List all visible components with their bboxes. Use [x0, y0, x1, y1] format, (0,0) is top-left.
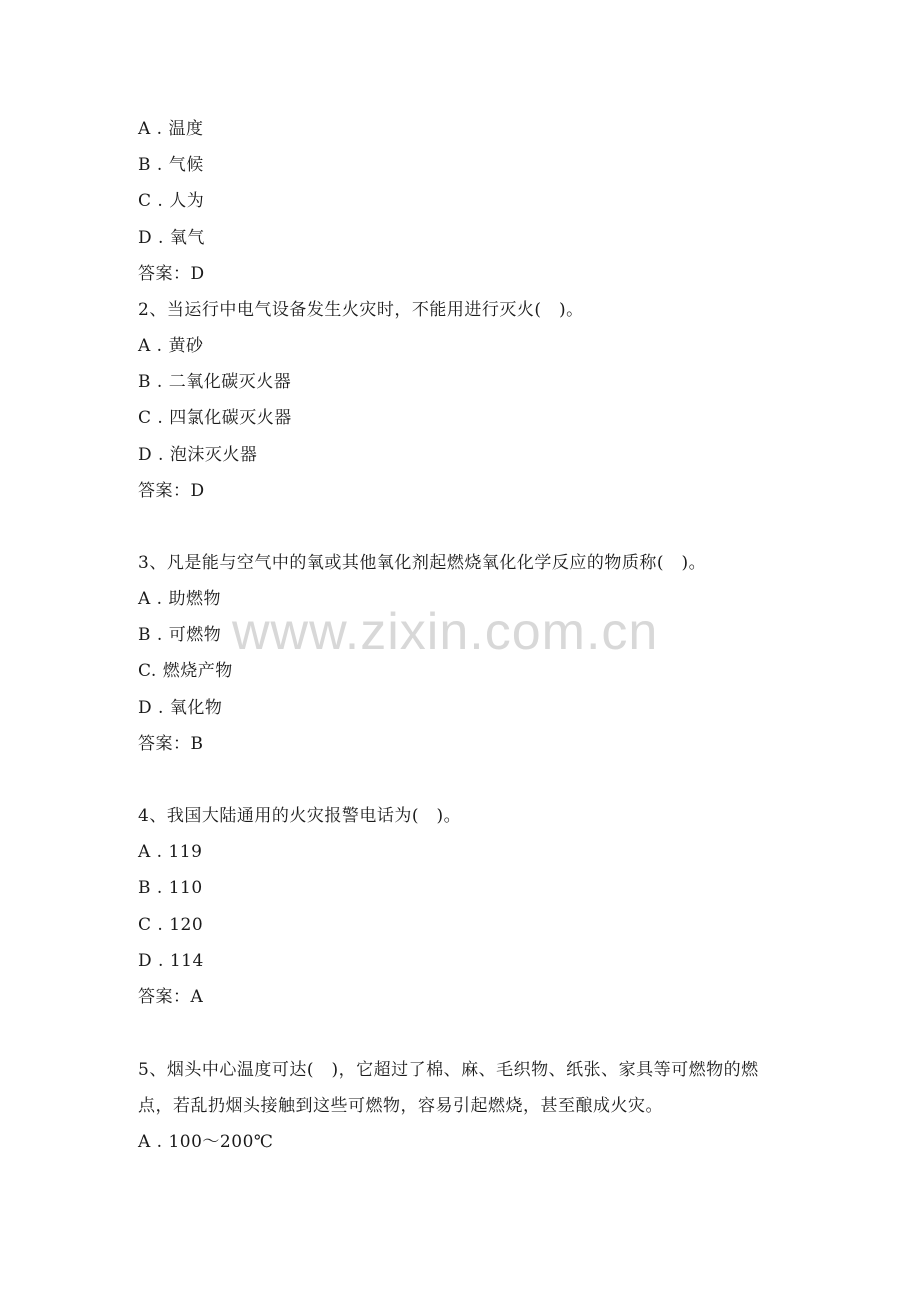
q5-option-a: A . 100～200℃ — [138, 1132, 274, 1152]
q3-option-b: B . 可燃物 — [138, 625, 222, 645]
q1-option-c: C . 人为 — [138, 191, 205, 211]
q3-question: 3、凡是能与空气中的氧或其他氧化剂起燃烧氧化化学反应的物质称( )。 — [138, 553, 707, 573]
q3-option-a: A . 助燃物 — [138, 589, 221, 609]
q4-option-d: D . 114 — [138, 951, 204, 971]
q1-option-a: A . 温度 — [138, 119, 204, 139]
q4-option-b: B . 110 — [138, 878, 203, 898]
q2-option-a: A . 黄砂 — [138, 336, 204, 356]
q4-option-c: C . 120 — [138, 915, 204, 935]
q2-option-c: C . 四氯化碳灭火器 — [138, 408, 292, 428]
q2-question: 2、当运行中电气设备发生火灾时，不能用进行灭火( )。 — [138, 300, 584, 320]
q5-question: 5、烟头中心温度可达( )，它超过了棉、麻、毛织物、纸张、家具等可燃物的燃点，若乱扔烟头接触到这些可燃物，容易引起燃烧，甚至酿成火灾。 — [138, 1060, 759, 1116]
q1-answer: 答案：D — [138, 264, 205, 284]
q1-option-d: D . 氧气 — [138, 228, 205, 248]
q3-option-d: D . 氧化物 — [138, 698, 223, 718]
q4-option-a: A . 119 — [138, 842, 203, 862]
q3-option-c: C. 燃烧产物 — [138, 661, 233, 681]
q3-answer: 答案：B — [138, 734, 204, 754]
watermark: www.zixin.com.cn — [232, 603, 659, 661]
q2-option-d: D . 泡沫灭火器 — [138, 445, 258, 465]
q4-question: 4、我国大陆通用的火灾报警电话为( )。 — [138, 806, 462, 826]
q2-option-b: B . 二氧化碳灭火器 — [138, 372, 292, 392]
q4-answer: 答案：A — [138, 987, 204, 1007]
q1-option-b: B . 气候 — [138, 155, 204, 175]
q2-answer: 答案：D — [138, 481, 205, 501]
